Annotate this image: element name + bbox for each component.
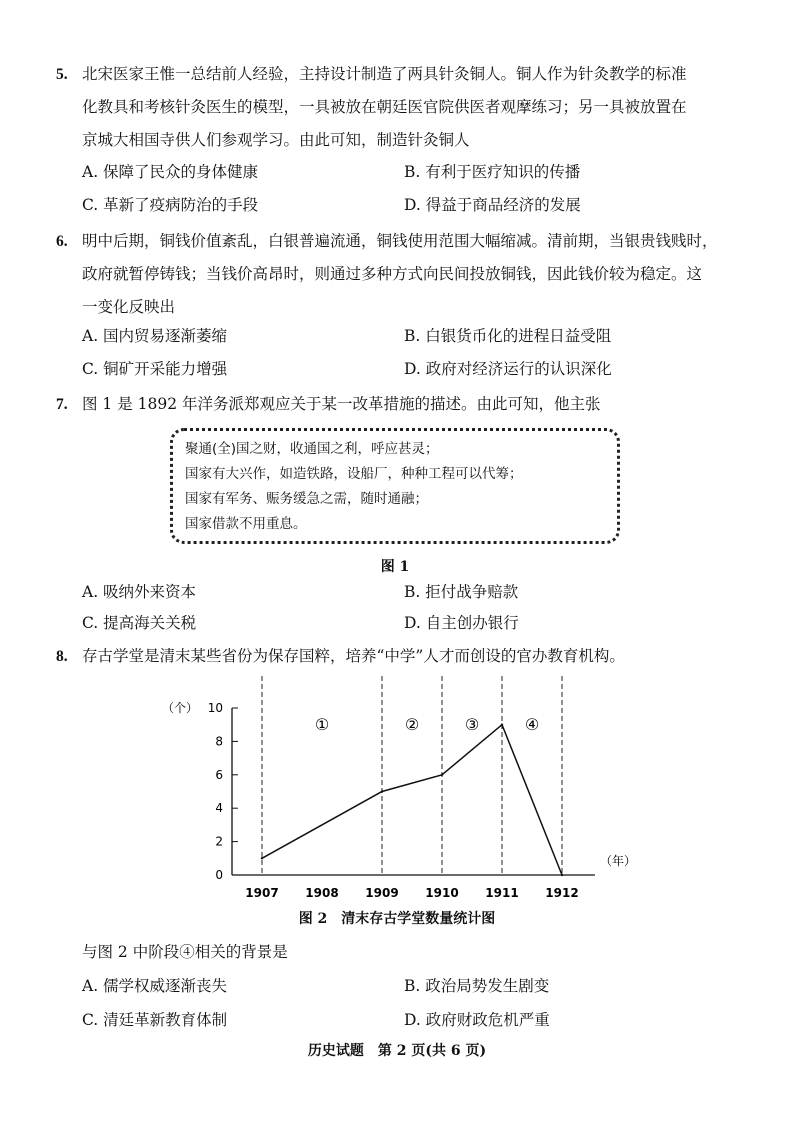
q5-option-a[interactable]: A. 保障了民众的身体健康 — [82, 163, 259, 181]
series-line — [262, 725, 562, 875]
question-number: 6. — [56, 233, 68, 250]
stem-line: 存古学堂是清末某些省份为保存国粹，培养“中学”人才而创设的官办教育机构。 — [82, 647, 625, 665]
page-footer: 历史试题 第 2 页(共 6 页) — [307, 1043, 487, 1059]
q7-option-b[interactable]: B. 拒付战争赔款 — [404, 583, 519, 601]
question-8 — [56, 640, 754, 673]
stem-line: 政府就暂停铸钱；当钱价高昂时，则通过多种方式向民间投放铜钱，因此钱价较为稳定。这 — [82, 265, 703, 283]
y-tick-label: 4 — [215, 801, 223, 816]
y-tick-label: 0 — [215, 868, 223, 882]
x-axis-label: （年） — [600, 854, 637, 868]
stem-line: 京城大相国寺供人们参观学习。由此可知，制造针灸铜人 — [82, 131, 470, 149]
question-number: 5. — [56, 66, 68, 83]
stem-line: 北宋医家王惟一总结前人经验，主持设计制造了两具针灸铜人。铜人作为针灸教学的标准 — [82, 65, 687, 83]
question-number: 8. — [56, 648, 68, 665]
figure-2-caption: 图 2 清末存古学堂数量统计图 — [298, 911, 496, 927]
stage-label: ④ — [524, 715, 540, 734]
quote-line: 国家有大兴作，如造铁路，设船厂，种种工程可以代筹； — [185, 466, 523, 482]
y-axis-label: （个） — [162, 701, 199, 715]
q6-option-c[interactable]: C. 铜矿开采能力增强 — [82, 360, 228, 378]
y-tick-label: 8 — [215, 734, 223, 749]
quote-line: 国家借款不用重息。 — [185, 516, 307, 532]
question-5 — [56, 58, 754, 157]
quote-line: 聚通(全)国之财，收通国之利，呼应甚灵； — [185, 441, 439, 457]
data-point — [561, 874, 563, 876]
y-tick-label: 6 — [215, 767, 223, 782]
stem-line: 化教具和考核针灸医生的模型，一具被放在朝廷医官院供医者观摩练习；另一具被放置在 — [82, 98, 687, 116]
question-6 — [56, 225, 754, 324]
x-tick-label: 1912 — [545, 886, 579, 900]
figure-1-caption: 图 1 — [380, 559, 410, 575]
q7-option-d[interactable]: D. 自主创办银行 — [404, 614, 519, 632]
q8-sub-stem: 与图 2 中阶段④相关的背景是 — [82, 943, 288, 961]
question-number: 7. — [56, 396, 68, 413]
q8-option-c[interactable]: C. 清廷革新教育体制 — [82, 1011, 228, 1029]
stage-label: ② — [404, 715, 420, 734]
q5-option-b[interactable]: B. 有利于医疗知识的传播 — [404, 163, 581, 181]
q8-option-b[interactable]: B. 政治局势发生剧变 — [404, 977, 550, 995]
stage-label: ③ — [464, 715, 480, 734]
q5-option-c[interactable]: C. 革新了疫病防治的手段 — [82, 196, 259, 214]
x-tick-label: 1911 — [485, 886, 519, 900]
x-tick-label: 1908 — [305, 886, 339, 900]
q7-option-a[interactable]: A. 吸纳外来资本 — [82, 583, 197, 601]
line-chart — [0, 670, 794, 900]
q5-option-d[interactable]: D. 得益于商品经济的发展 — [404, 196, 581, 214]
q8-option-a[interactable]: A. 儒学权威逐渐丧失 — [82, 977, 228, 995]
q6-option-d[interactable]: D. 政府对经济运行的认识深化 — [404, 360, 612, 378]
question-7 — [56, 388, 754, 421]
x-tick-label: 1907 — [245, 886, 279, 900]
q8-option-d[interactable]: D. 政府财政危机严重 — [404, 1011, 550, 1029]
quote-box — [170, 428, 620, 544]
quote-line: 国家有军务、赈务缓急之需，随时通融； — [185, 491, 428, 507]
x-tick-label: 1909 — [365, 886, 399, 900]
data-point — [441, 774, 443, 776]
y-tick-label: 2 — [215, 834, 223, 849]
x-tick-label: 1910 — [425, 886, 459, 900]
stage-label: ① — [314, 715, 330, 734]
q7-option-c[interactable]: C. 提高海关关税 — [82, 614, 197, 632]
stem-line: 明中后期，铜钱价值紊乱，白银普遍流通，铜钱使用范围大幅缩减。清前期，当银贵钱贱时， — [82, 232, 718, 250]
data-point — [381, 790, 383, 792]
stem-line: 一变化反映出 — [82, 298, 176, 316]
q6-option-b[interactable]: B. 白银货币化的进程日益受阻 — [404, 327, 612, 345]
stem-line: 图 1 是 1892 年洋务派郑观应关于某一改革措施的描述。由此可知，他主张 — [82, 395, 601, 413]
q6-option-a[interactable]: A. 国内贸易逐渐萎缩 — [82, 327, 228, 345]
data-point — [501, 724, 503, 726]
y-tick-label: 10 — [207, 701, 223, 715]
data-point — [261, 857, 263, 859]
